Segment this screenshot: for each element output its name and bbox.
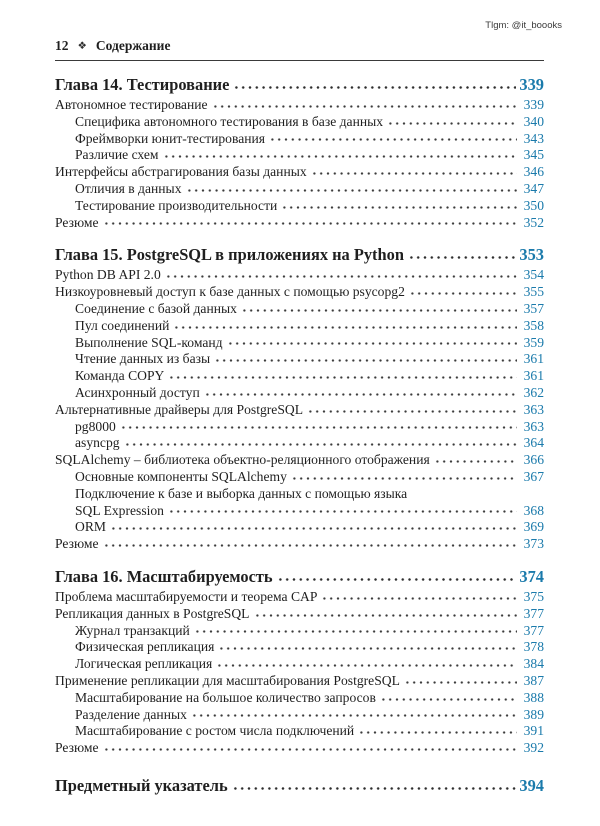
toc-page-number[interactable]: 387 [523,672,544,688]
toc-page-number[interactable]: 339 [523,97,544,112]
toc-entry-row [55,147,544,164]
toc-entry-row [55,215,544,232]
toc-entry-row [55,723,544,740]
toc-entry-row [55,351,544,368]
dot-leader [254,610,518,623]
dot-leader [103,744,517,757]
toc-entry-label: Проблема масштабируемости и теорема CAP [55,588,318,604]
toc-entry-label: Резюме [55,214,99,230]
watermark-text: Tlgm: @it_boooks [485,20,562,31]
toc-page-number[interactable]: 366 [523,452,544,468]
toc-chapter-title: Глава 16. Масштабируемость [55,566,273,586]
toc-entry-row [55,589,544,606]
toc-entry-row [55,740,544,757]
toc-page-number[interactable]: 359 [523,334,544,350]
toc-chapter-title: Предметный указатель [55,775,228,795]
toc-page-number[interactable]: 363 [523,401,544,417]
toc-entry-label: Репликация данных в PostgreSQL [55,605,250,621]
toc-entry-row [55,623,544,640]
toc-list [55,75,544,796]
toc-entry-label: Python DB API 2.0 [55,267,161,283]
dot-leader [186,185,518,198]
dot-leader [409,288,517,301]
running-header [55,38,544,61]
toc-entry-row [55,469,544,486]
toc-entry-label: SQL Expression [75,502,164,518]
toc-entry-label: Соединение с базой данных [75,300,237,316]
toc-entry-label: Физическая репликация [75,639,215,655]
toc-entry-label: Альтернативные драйверы для PostgreSQL [55,401,304,417]
toc-entry-label: Тестирование производительности [75,197,278,213]
toc-chapter-row [55,776,544,796]
toc-entry-label: Применение репликации для масштабирования PostgreSQL [55,672,400,688]
dot-leader [307,406,517,419]
toc-page-number[interactable]: 346 [523,164,544,180]
toc-entry-row [55,318,544,335]
toc-entry-label: Специфика автономного тестирования в базе данных [75,113,384,129]
toc-entry-row [55,519,544,536]
toc-page-number[interactable]: 357 [523,300,544,316]
toc-page-number[interactable]: 392 [523,740,544,756]
toc-entry-label: asyncpg [75,435,120,451]
toc-entry-row [55,198,544,215]
toc-entry-label: Подключение к базе и выборка данных с помощью языка [75,485,408,501]
toc-entry-label: Масштабирование с ростом числа подключений [75,723,355,739]
toc-entry-row [55,606,544,623]
dot-leader [110,523,517,536]
toc-page-number[interactable]: 375 [523,588,544,604]
toc-page-number[interactable]: 343 [523,130,544,146]
toc-entry-label: Разделение данных [75,706,187,722]
toc-page-number[interactable]: 354 [523,267,544,283]
toc-page-number[interactable]: 339 [519,75,544,94]
toc-entry-label: pg8000 [75,418,116,434]
dot-leader [168,372,517,385]
dot-leader [120,422,517,435]
toc-entry-label: Отличия в данных [75,180,182,196]
toc-page-number[interactable]: 345 [523,147,544,163]
toc-entry-row [55,114,544,131]
toc-page-number[interactable]: 352 [523,214,544,230]
toc-page-number[interactable]: 377 [523,622,544,638]
toc-page-number[interactable]: 363 [523,418,544,434]
toc-entry-row [55,131,544,148]
toc-entry-label: Масштабирование на большое количество запросов [75,689,376,705]
toc-page-number[interactable]: 374 [519,566,544,586]
dot-leader [214,355,517,368]
dot-leader [165,271,517,284]
toc-entry-label: Пул соединений [75,317,170,333]
toc-entry-row [55,452,544,469]
dot-leader [387,118,517,131]
toc-page-number[interactable]: 388 [523,689,544,705]
dot-leader [404,677,517,690]
toc-page-number[interactable]: 378 [523,639,544,655]
toc-entry-row [55,97,544,114]
toc-chapter-row [55,245,544,265]
toc-entry-label: Фреймворки юнит-тестирования [75,130,266,146]
toc-page-number[interactable]: 394 [519,775,544,795]
toc-page-number[interactable]: 350 [523,197,544,213]
toc-page-number[interactable]: 389 [523,706,544,722]
toc-page-number[interactable]: 364 [523,435,544,451]
toc-entry-row [55,656,544,673]
dot-leader [216,660,517,673]
toc-entry-row [55,164,544,181]
toc-page-number[interactable]: 361 [523,351,544,367]
toc-entry-row [55,673,544,690]
dot-leader [277,572,517,587]
toc-chapter-row [55,567,544,587]
dot-leader [241,305,517,318]
diamond-icon: ❖ [77,40,87,52]
dot-leader [227,338,517,351]
toc-entry-row [55,435,544,452]
toc-entry-label: Выполнение SQL-команд [75,334,223,350]
dot-leader [168,506,517,519]
toc-entry-label: Чтение данных из базы [75,351,211,367]
toc-page-number[interactable]: 347 [523,180,544,196]
toc-page-number[interactable]: 358 [523,317,544,333]
dot-leader [218,643,517,656]
toc-page-number[interactable]: 368 [523,502,544,518]
toc-page-number[interactable]: 340 [523,113,544,129]
toc-entry-label: SQLAlchemy – библиотека объектно-реляционного отображения [55,452,430,468]
dot-leader [194,626,517,639]
dot-leader [408,250,516,265]
toc-entry-label: Основные компоненты SQLAlchemy [75,468,287,484]
toc-entry-label: ORM [75,519,106,535]
dot-leader [434,456,517,469]
dot-leader [103,218,517,231]
toc-page-number[interactable]: 384 [523,656,544,672]
dot-leader [212,101,517,114]
toc-entry-row [55,639,544,656]
toc-entry-label: Низкоуровневый доступ к базе данных с помощью psycopg2 [55,284,405,300]
header-page-number: 12 [55,38,69,53]
toc-entry-label: Журнал транзакций [75,622,190,638]
dot-leader [204,389,517,402]
header-title: Содержание [95,38,171,53]
toc-chapter-row [55,75,544,95]
toc-page-number[interactable]: 391 [523,723,544,739]
toc-entry-label: Автономное тестирование [55,97,208,112]
toc-entry-row [55,690,544,707]
toc-entry-label: Различие схем [75,147,159,163]
toc-entry-label: Логическая репликация [75,656,213,672]
toc-entry-label: Интерфейсы абстрагирования базы данных [55,164,307,180]
dot-leader [291,473,517,486]
toc-entry-row [55,368,544,385]
toc-entry-label: Резюме [55,740,99,756]
dot-leader [173,322,517,335]
toc-page-number[interactable]: 373 [523,536,544,552]
toc-entry-row [55,301,544,318]
toc-entry-row [55,181,544,198]
toc-chapter-title: Глава 14. Тестирование [55,75,230,94]
toc-page-number[interactable]: 355 [523,284,544,300]
dot-leader [311,168,517,181]
toc-entry-row [55,486,544,503]
dot-leader [124,439,517,452]
toc-entry-label: Резюме [55,536,99,552]
dot-leader [191,710,517,723]
toc-entry-row [55,267,544,284]
toc-page-number[interactable]: 377 [523,605,544,621]
toc-page-number[interactable]: 367 [523,468,544,484]
dot-leader [233,80,516,95]
toc-entry-row [55,503,544,520]
toc-chapter-title: Глава 15. PostgreSQL в приложениях на Python [55,245,404,265]
toc-entry-label: Команда COPY [75,368,165,384]
toc-page-number[interactable]: 369 [523,519,544,535]
toc-entry-row [55,536,544,553]
toc-page-number[interactable]: 362 [523,384,544,400]
dot-leader [321,593,517,606]
toc-page-number[interactable]: 353 [519,245,544,265]
dot-leader [380,694,517,707]
toc-entry-row [55,385,544,402]
toc-entry-row [55,402,544,419]
toc-entry-row [55,707,544,724]
dot-leader [232,781,517,796]
toc-entry-row [55,335,544,352]
dot-leader [269,134,517,147]
toc-entry-label: Асинхронный доступ [75,384,200,400]
dot-leader [163,151,517,164]
toc-page-number[interactable]: 361 [523,368,544,384]
dot-leader [358,727,517,740]
toc-entry-row [55,419,544,436]
dot-leader [281,202,517,215]
toc-entry-row [55,284,544,301]
dot-leader [103,540,517,553]
